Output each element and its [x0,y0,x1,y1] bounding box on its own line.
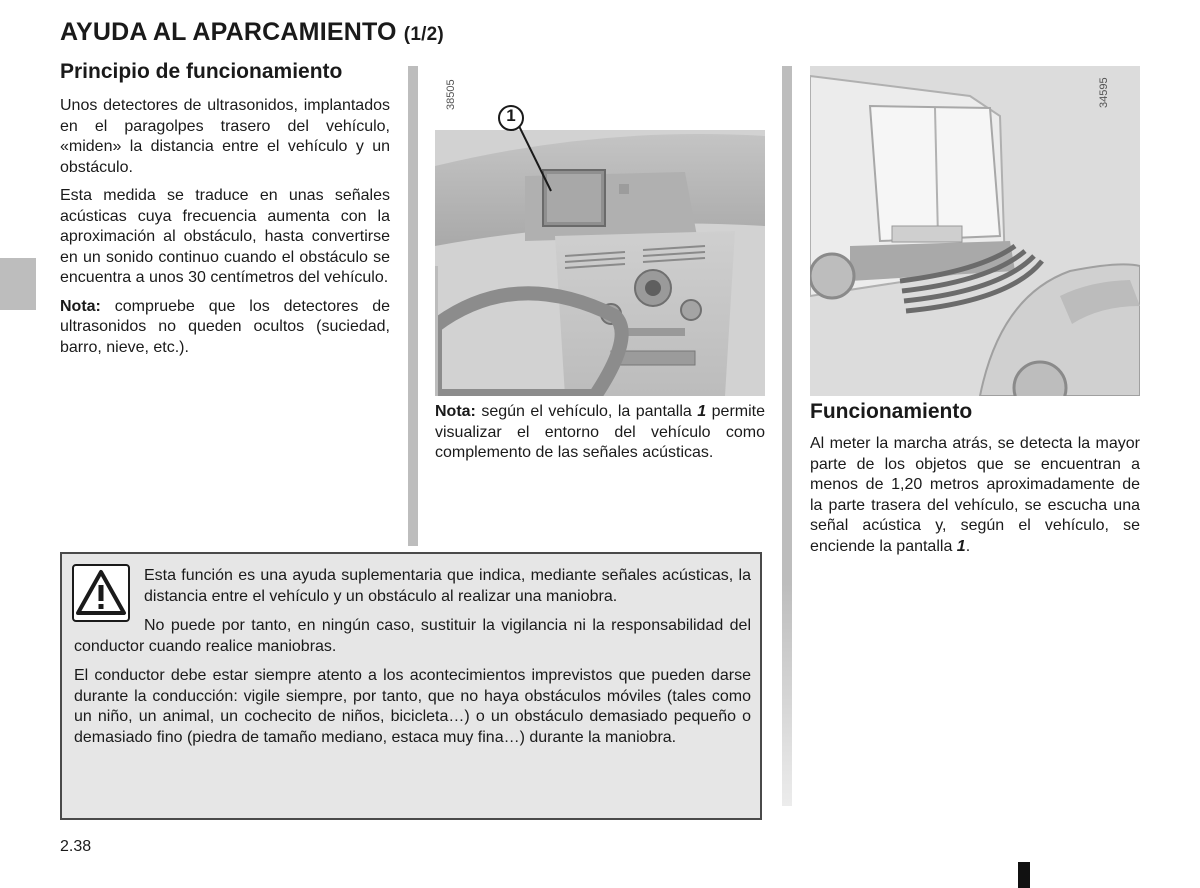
caption-paragraph [435,402,765,464]
caption-ref: 1 [697,403,707,420]
warning-text [74,566,751,757]
note-text: compruebe que los detectores de ultrasonidos no queden ocultos (suciedad, barro, nieve, etc.). [60,297,390,356]
dashboard-figure [435,66,765,396]
caption-text: según el vehículo, la pantalla [475,403,698,420]
page-edge-marker [1018,862,1030,888]
warning-box [60,552,762,820]
funcionamiento-section [810,400,1140,565]
van-illustration [810,66,1140,396]
warning-paragraph-2: No puede por tanto, en ningún caso, sustituir la vigilancia ni la responsabilidad del conductor cuando realice maniobras. [74,617,751,655]
principio-section [60,60,390,366]
column-divider-2 [782,66,792,806]
warning-paragraph-3: El conductor debe estar siempre atento a los acontecimientos imprevistos que pueden darse durante la conducción: vigile siempre, por tanto, que no haya obstáculos móviles (tales como un niño, un animal, un cochecito de niños, bicicleta…) o un obstáculo demasiado pequeño o demasiado fino (piedra de tamaño mediano, estaca muy fina…) durante la maniobra. [74,667,751,746]
figure-code-1: 38505 [445,79,457,110]
principio-paragraph-1: Unos detectores de ultrasonidos, implantados en el paragolpes trasero del vehículo, «miden» la distancia entre el vehículo y un obstáculo. [60,97,390,176]
page-number: 2.38 [60,838,92,855]
chapter-tab [0,258,36,310]
dashboard-illustration [435,66,765,396]
funcionamiento-text: Al meter la marcha atrás, se detecta la mayor parte de los objetos que se encuentran a menos de 1,20 metros aproximadamente de la parte trasera del vehículo, se escucha una señal acústica y, según el vehículo, se enciende la pantalla [810,435,1140,555]
principio-paragraph-2: Esta medida se traduce en unas señales acústicas cuya frecuencia aumenta con la aproximación al obstáculo, hasta convertirse en un sonido continuo cuando el obstáculo se encuentra a unos 30 centímetros del vehículo. [60,187,390,286]
caption-text-2: permite visualizar el entorno del vehículo como complemento de las señales acústicas. [435,403,766,461]
callout-1: 1 [506,106,516,125]
funcionamiento-end: . [965,537,971,555]
van-figure [810,66,1140,396]
note-label: Nota: [60,297,101,315]
column-divider-1 [408,66,418,546]
funcionamiento-paragraph [810,434,1140,557]
page-title-part: (1/2) [403,24,444,45]
page-title-text: AYUDA AL APARCAMIENTO [60,18,397,46]
funcionamiento-ref: 1 [956,537,966,555]
principio-note [60,297,390,359]
principio-heading: Principio de funcionamiento [60,60,343,83]
caption-note-label: Nota: [435,403,476,420]
figure-code-2: 34595 [1098,77,1110,108]
dashboard-caption [435,402,765,472]
page-title [60,18,444,47]
funcionamiento-heading: Funcionamiento [810,400,973,423]
warning-paragraph-1: Esta función es una ayuda suplementaria que indica, mediante señales acústicas, la distancia entre el vehículo y un obstáculo al realizar una maniobra. [144,567,751,605]
